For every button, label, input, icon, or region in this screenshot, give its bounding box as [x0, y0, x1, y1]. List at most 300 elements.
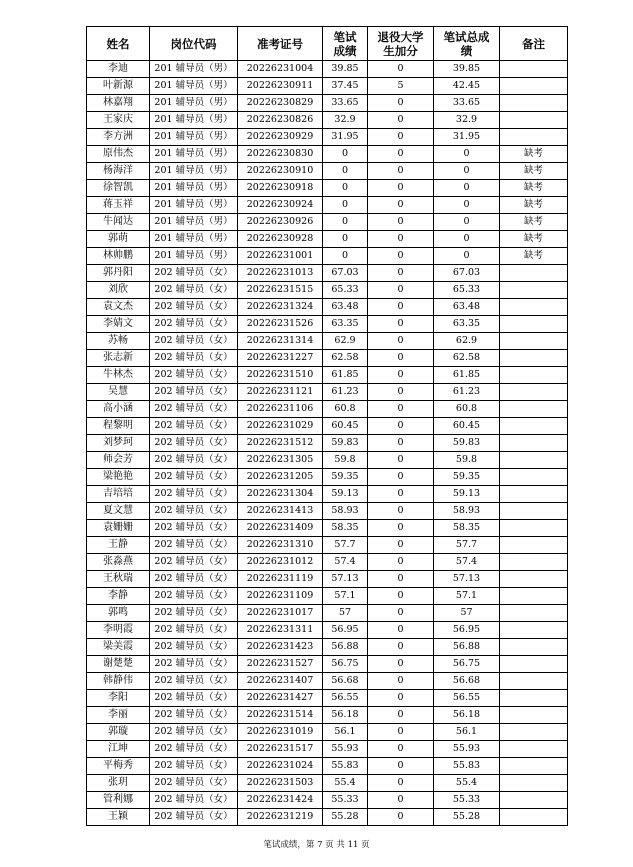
cell-written-score: 32.9	[323, 112, 368, 129]
cell-ticket-number: 20226231109	[238, 588, 323, 605]
table-row	[87, 248, 568, 265]
cell-total-score: 56.1	[434, 724, 500, 741]
cell-ticket-number: 20226231514	[238, 707, 323, 724]
cell-position-code: 201 辅导员（男）	[150, 231, 238, 248]
cell-ticket-number: 20226230911	[238, 78, 323, 95]
table-row	[87, 265, 568, 282]
cell-name: 李迪	[87, 61, 150, 78]
cell-name: 林帅鹏	[87, 248, 150, 265]
cell-ticket-number: 20226231013	[238, 265, 323, 282]
cell-veteran-bonus: 0	[368, 435, 434, 452]
table-row	[87, 469, 568, 486]
cell-total-score: 61.23	[434, 384, 500, 401]
cell-name: 郭萌	[87, 231, 150, 248]
table-row	[87, 775, 568, 792]
cell-written-score: 60.45	[323, 418, 368, 435]
cell-remarks	[500, 503, 568, 520]
cell-name: 王秋瑞	[87, 571, 150, 588]
cell-veteran-bonus: 0	[368, 129, 434, 146]
cell-written-score: 55.83	[323, 758, 368, 775]
cell-remarks	[500, 316, 568, 333]
cell-veteran-bonus: 0	[368, 690, 434, 707]
cell-ticket-number: 20226231019	[238, 724, 323, 741]
cell-veteran-bonus: 0	[368, 486, 434, 503]
cell-remarks	[500, 690, 568, 707]
cell-remarks	[500, 112, 568, 129]
cell-name: 张玥	[87, 775, 150, 792]
cell-name: 袁姗姗	[87, 520, 150, 537]
cell-veteran-bonus: 0	[368, 248, 434, 265]
table-row	[87, 214, 568, 231]
cell-remarks: 缺考	[500, 197, 568, 214]
page-footer: 笔试成绩，第 7 页 共 11 页	[263, 840, 370, 850]
cell-total-score: 0	[434, 197, 500, 214]
table-row	[87, 503, 568, 520]
cell-remarks	[500, 605, 568, 622]
cell-name: 郭丹阳	[87, 265, 150, 282]
cell-position-code: 202 辅导员（女）	[150, 724, 238, 741]
cell-name: 袁文杰	[87, 299, 150, 316]
cell-written-score: 58.93	[323, 503, 368, 520]
cell-veteran-bonus: 0	[368, 622, 434, 639]
cell-name: 梁艳艳	[87, 469, 150, 486]
cell-written-score: 61.23	[323, 384, 368, 401]
cell-total-score: 56.55	[434, 690, 500, 707]
cell-remarks	[500, 792, 568, 809]
cell-total-score: 55.28	[434, 809, 500, 826]
cell-veteran-bonus: 0	[368, 537, 434, 554]
table-row	[87, 656, 568, 673]
cell-remarks	[500, 418, 568, 435]
header-position-code: 岗位代码	[150, 27, 238, 61]
cell-remarks	[500, 707, 568, 724]
cell-position-code: 201 辅导员（男）	[150, 197, 238, 214]
cell-veteran-bonus: 0	[368, 605, 434, 622]
cell-written-score: 56.88	[323, 639, 368, 656]
cell-total-score: 0	[434, 214, 500, 231]
cell-ticket-number: 20226230918	[238, 180, 323, 197]
cell-veteran-bonus: 0	[368, 571, 434, 588]
cell-veteran-bonus: 0	[368, 656, 434, 673]
cell-written-score: 33.65	[323, 95, 368, 112]
cell-veteran-bonus: 0	[368, 673, 434, 690]
cell-total-score: 39.85	[434, 61, 500, 78]
cell-remarks	[500, 384, 568, 401]
table-row	[87, 571, 568, 588]
table-row	[87, 61, 568, 78]
cell-total-score: 0	[434, 180, 500, 197]
cell-name: 管利娜	[87, 792, 150, 809]
cell-written-score: 56.55	[323, 690, 368, 707]
cell-ticket-number: 20226230924	[238, 197, 323, 214]
cell-remarks	[500, 452, 568, 469]
cell-position-code: 202 辅导员（女）	[150, 265, 238, 282]
table-row	[87, 520, 568, 537]
cell-remarks: 缺考	[500, 248, 568, 265]
cell-ticket-number: 20226231001	[238, 248, 323, 265]
table-row	[87, 129, 568, 146]
cell-total-score: 57.7	[434, 537, 500, 554]
cell-total-score: 59.83	[434, 435, 500, 452]
cell-name: 吉培培	[87, 486, 150, 503]
cell-position-code: 202 辅导员（女）	[150, 520, 238, 537]
cell-written-score: 39.85	[323, 61, 368, 78]
table-row	[87, 112, 568, 129]
cell-name: 徐智凯	[87, 180, 150, 197]
cell-written-score: 58.35	[323, 520, 368, 537]
cell-total-score: 55.33	[434, 792, 500, 809]
cell-ticket-number: 20226231004	[238, 61, 323, 78]
cell-name: 李明霞	[87, 622, 150, 639]
cell-name: 刘梦珂	[87, 435, 150, 452]
cell-ticket-number: 20226231409	[238, 520, 323, 537]
cell-total-score: 62.9	[434, 333, 500, 350]
cell-veteran-bonus: 0	[368, 792, 434, 809]
cell-remarks	[500, 129, 568, 146]
cell-written-score: 63.48	[323, 299, 368, 316]
table-body	[87, 61, 568, 826]
cell-position-code: 202 辅导员（女）	[150, 554, 238, 571]
cell-total-score: 57	[434, 605, 500, 622]
table-row	[87, 707, 568, 724]
cell-total-score: 56.95	[434, 622, 500, 639]
cell-name: 吴慧	[87, 384, 150, 401]
cell-veteran-bonus: 0	[368, 452, 434, 469]
cell-ticket-number: 20226231526	[238, 316, 323, 333]
cell-ticket-number: 20226230829	[238, 95, 323, 112]
cell-ticket-number: 20226231024	[238, 758, 323, 775]
cell-name: 师会芳	[87, 452, 150, 469]
cell-position-code: 202 辅导员（女）	[150, 299, 238, 316]
cell-total-score: 55.4	[434, 775, 500, 792]
cell-name: 王颖	[87, 809, 150, 826]
table-row	[87, 724, 568, 741]
cell-written-score: 55.4	[323, 775, 368, 792]
cell-remarks: 缺考	[500, 231, 568, 248]
cell-total-score: 63.48	[434, 299, 500, 316]
cell-position-code: 201 辅导员（男）	[150, 78, 238, 95]
cell-name: 梁美霞	[87, 639, 150, 656]
cell-written-score: 56.75	[323, 656, 368, 673]
cell-position-code: 201 辅导员（男）	[150, 248, 238, 265]
cell-position-code: 202 辅导员（女）	[150, 350, 238, 367]
cell-veteran-bonus: 0	[368, 367, 434, 384]
cell-name: 苏畅	[87, 333, 150, 350]
cell-veteran-bonus: 0	[368, 350, 434, 367]
cell-position-code: 202 辅导员（女）	[150, 486, 238, 503]
cell-total-score: 57.13	[434, 571, 500, 588]
cell-remarks	[500, 520, 568, 537]
cell-position-code: 202 辅导员（女）	[150, 435, 238, 452]
cell-position-code: 202 辅导员（女）	[150, 758, 238, 775]
cell-remarks	[500, 571, 568, 588]
cell-name: 李婧文	[87, 316, 150, 333]
cell-written-score: 0	[323, 146, 368, 163]
cell-name: 蒋玉祥	[87, 197, 150, 214]
cell-written-score: 0	[323, 231, 368, 248]
cell-ticket-number: 20226231119	[238, 571, 323, 588]
table-row	[87, 231, 568, 248]
cell-ticket-number: 20226231510	[238, 367, 323, 384]
cell-veteran-bonus: 0	[368, 384, 434, 401]
cell-written-score: 59.35	[323, 469, 368, 486]
cell-position-code: 202 辅导员（女）	[150, 707, 238, 724]
cell-total-score: 59.8	[434, 452, 500, 469]
cell-remarks	[500, 333, 568, 350]
cell-ticket-number: 20226231503	[238, 775, 323, 792]
cell-written-score: 61.85	[323, 367, 368, 384]
cell-name: 叶新源	[87, 78, 150, 95]
table-row	[87, 792, 568, 809]
cell-remarks	[500, 656, 568, 673]
cell-written-score: 55.28	[323, 809, 368, 826]
cell-position-code: 202 辅导员（女）	[150, 775, 238, 792]
cell-ticket-number: 20226230826	[238, 112, 323, 129]
cell-written-score: 60.8	[323, 401, 368, 418]
cell-written-score: 56.18	[323, 707, 368, 724]
cell-total-score: 60.45	[434, 418, 500, 435]
table-row	[87, 418, 568, 435]
cell-name: 李静	[87, 588, 150, 605]
cell-total-score: 59.13	[434, 486, 500, 503]
cell-veteran-bonus: 0	[368, 469, 434, 486]
cell-remarks	[500, 435, 568, 452]
table-row	[87, 367, 568, 384]
cell-position-code: 202 辅导员（女）	[150, 741, 238, 758]
cell-name: 林嘉翔	[87, 95, 150, 112]
table-row	[87, 78, 568, 95]
cell-veteran-bonus: 5	[368, 78, 434, 95]
cell-remarks: 缺考	[500, 180, 568, 197]
cell-position-code: 202 辅导员（女）	[150, 537, 238, 554]
table-row	[87, 180, 568, 197]
cell-name: 李阳	[87, 690, 150, 707]
cell-name: 李丽	[87, 707, 150, 724]
table-row	[87, 350, 568, 367]
cell-total-score: 61.85	[434, 367, 500, 384]
cell-name: 张志新	[87, 350, 150, 367]
cell-remarks	[500, 486, 568, 503]
cell-position-code: 201 辅导员（男）	[150, 146, 238, 163]
cell-name: 韩静伟	[87, 673, 150, 690]
cell-position-code: 202 辅导员（女）	[150, 639, 238, 656]
cell-veteran-bonus: 0	[368, 588, 434, 605]
cell-veteran-bonus: 0	[368, 775, 434, 792]
cell-position-code: 201 辅导员（男）	[150, 163, 238, 180]
cell-position-code: 201 辅导员（男）	[150, 129, 238, 146]
cell-ticket-number: 20226231106	[238, 401, 323, 418]
cell-veteran-bonus: 0	[368, 418, 434, 435]
cell-remarks	[500, 724, 568, 741]
cell-name: 高小涵	[87, 401, 150, 418]
cell-name: 夏文慧	[87, 503, 150, 520]
cell-veteran-bonus: 0	[368, 741, 434, 758]
header-veteran-bonus: 退役大学 生加分	[368, 27, 434, 61]
cell-name: 王静	[87, 537, 150, 554]
cell-ticket-number: 20226231512	[238, 435, 323, 452]
cell-veteran-bonus: 0	[368, 95, 434, 112]
table-row	[87, 316, 568, 333]
cell-total-score: 63.35	[434, 316, 500, 333]
cell-written-score: 0	[323, 214, 368, 231]
cell-total-score: 62.58	[434, 350, 500, 367]
cell-ticket-number: 20226231407	[238, 673, 323, 690]
cell-written-score: 63.35	[323, 316, 368, 333]
cell-name: 杨海洋	[87, 163, 150, 180]
cell-position-code: 201 辅导员（男）	[150, 61, 238, 78]
table-row	[87, 622, 568, 639]
cell-veteran-bonus: 0	[368, 401, 434, 418]
cell-remarks	[500, 350, 568, 367]
cell-total-score: 56.75	[434, 656, 500, 673]
cell-position-code: 201 辅导员（男）	[150, 95, 238, 112]
table-row	[87, 639, 568, 656]
cell-remarks	[500, 78, 568, 95]
cell-remarks: 缺考	[500, 146, 568, 163]
cell-total-score: 31.95	[434, 129, 500, 146]
cell-total-score: 0	[434, 146, 500, 163]
cell-remarks: 缺考	[500, 214, 568, 231]
cell-name: 张淼燕	[87, 554, 150, 571]
cell-remarks	[500, 673, 568, 690]
cell-remarks	[500, 741, 568, 758]
table-row	[87, 588, 568, 605]
cell-ticket-number: 20226231121	[238, 384, 323, 401]
cell-ticket-number: 20226231219	[238, 809, 323, 826]
cell-ticket-number: 20226231413	[238, 503, 323, 520]
cell-written-score: 0	[323, 197, 368, 214]
cell-veteran-bonus: 0	[368, 146, 434, 163]
cell-veteran-bonus: 0	[368, 707, 434, 724]
cell-written-score: 65.33	[323, 282, 368, 299]
cell-name: 刘欣	[87, 282, 150, 299]
cell-total-score: 59.35	[434, 469, 500, 486]
cell-remarks	[500, 367, 568, 384]
cell-position-code: 202 辅导员（女）	[150, 401, 238, 418]
cell-position-code: 202 辅导员（女）	[150, 809, 238, 826]
header-row	[87, 27, 568, 61]
table-row	[87, 197, 568, 214]
cell-veteran-bonus: 0	[368, 112, 434, 129]
cell-remarks	[500, 299, 568, 316]
cell-total-score: 56.68	[434, 673, 500, 690]
table-row	[87, 554, 568, 571]
cell-name: 原伟杰	[87, 146, 150, 163]
cell-total-score: 0	[434, 163, 500, 180]
cell-position-code: 202 辅导员（女）	[150, 656, 238, 673]
cell-position-code: 202 辅导员（女）	[150, 282, 238, 299]
cell-position-code: 202 辅导员（女）	[150, 588, 238, 605]
cell-written-score: 55.93	[323, 741, 368, 758]
cell-veteran-bonus: 0	[368, 197, 434, 214]
cell-ticket-number: 20226231305	[238, 452, 323, 469]
header-total-score: 笔试总成 绩	[434, 27, 500, 61]
cell-written-score: 56.95	[323, 622, 368, 639]
cell-position-code: 202 辅导员（女）	[150, 571, 238, 588]
cell-veteran-bonus: 0	[368, 724, 434, 741]
cell-veteran-bonus: 0	[368, 316, 434, 333]
table-row	[87, 537, 568, 554]
cell-ticket-number: 20226231314	[238, 333, 323, 350]
cell-ticket-number: 20226231517	[238, 741, 323, 758]
cell-veteran-bonus: 0	[368, 299, 434, 316]
cell-written-score: 0	[323, 248, 368, 265]
header-remarks: 备注	[500, 27, 568, 61]
cell-ticket-number: 20226230830	[238, 146, 323, 163]
cell-written-score: 59.8	[323, 452, 368, 469]
cell-remarks	[500, 265, 568, 282]
table-row	[87, 435, 568, 452]
cell-veteran-bonus: 0	[368, 282, 434, 299]
score-table	[86, 26, 568, 826]
cell-veteran-bonus: 0	[368, 265, 434, 282]
cell-written-score: 37.45	[323, 78, 368, 95]
cell-total-score: 42.45	[434, 78, 500, 95]
table-row	[87, 452, 568, 469]
cell-total-score: 32.9	[434, 112, 500, 129]
cell-ticket-number: 20226231424	[238, 792, 323, 809]
cell-veteran-bonus: 0	[368, 809, 434, 826]
cell-written-score: 57.7	[323, 537, 368, 554]
table-row	[87, 333, 568, 350]
cell-written-score: 59.13	[323, 486, 368, 503]
cell-position-code: 202 辅导员（女）	[150, 690, 238, 707]
cell-name: 郭璇	[87, 724, 150, 741]
cell-remarks	[500, 401, 568, 418]
cell-ticket-number: 20226230926	[238, 214, 323, 231]
cell-remarks	[500, 95, 568, 112]
cell-total-score: 55.83	[434, 758, 500, 775]
cell-total-score: 56.88	[434, 639, 500, 656]
cell-name: 郭鸣	[87, 605, 150, 622]
cell-veteran-bonus: 0	[368, 61, 434, 78]
cell-remarks	[500, 61, 568, 78]
cell-total-score: 58.35	[434, 520, 500, 537]
table-row	[87, 673, 568, 690]
cell-position-code: 201 辅导员（男）	[150, 112, 238, 129]
cell-remarks	[500, 758, 568, 775]
cell-position-code: 202 辅导员（女）	[150, 316, 238, 333]
cell-total-score: 58.93	[434, 503, 500, 520]
cell-total-score: 55.93	[434, 741, 500, 758]
cell-position-code: 202 辅导员（女）	[150, 622, 238, 639]
cell-veteran-bonus: 0	[368, 554, 434, 571]
cell-written-score: 57.4	[323, 554, 368, 571]
cell-ticket-number: 20226230929	[238, 129, 323, 146]
cell-remarks	[500, 775, 568, 792]
cell-position-code: 202 辅导员（女）	[150, 384, 238, 401]
header-ticket-number: 准考证号	[238, 27, 323, 61]
cell-written-score: 57.13	[323, 571, 368, 588]
table-row	[87, 384, 568, 401]
cell-veteran-bonus: 0	[368, 163, 434, 180]
cell-written-score: 0	[323, 180, 368, 197]
cell-ticket-number: 20226231311	[238, 622, 323, 639]
cell-position-code: 202 辅导员（女）	[150, 469, 238, 486]
cell-ticket-number: 20226231527	[238, 656, 323, 673]
cell-position-code: 202 辅导员（女）	[150, 367, 238, 384]
cell-ticket-number: 20226231017	[238, 605, 323, 622]
table-row	[87, 163, 568, 180]
cell-remarks	[500, 554, 568, 571]
cell-name: 谢楚楚	[87, 656, 150, 673]
cell-ticket-number: 20226231205	[238, 469, 323, 486]
cell-total-score: 57.4	[434, 554, 500, 571]
table-row	[87, 690, 568, 707]
cell-veteran-bonus: 0	[368, 639, 434, 656]
cell-remarks	[500, 282, 568, 299]
cell-remarks: 缺考	[500, 163, 568, 180]
